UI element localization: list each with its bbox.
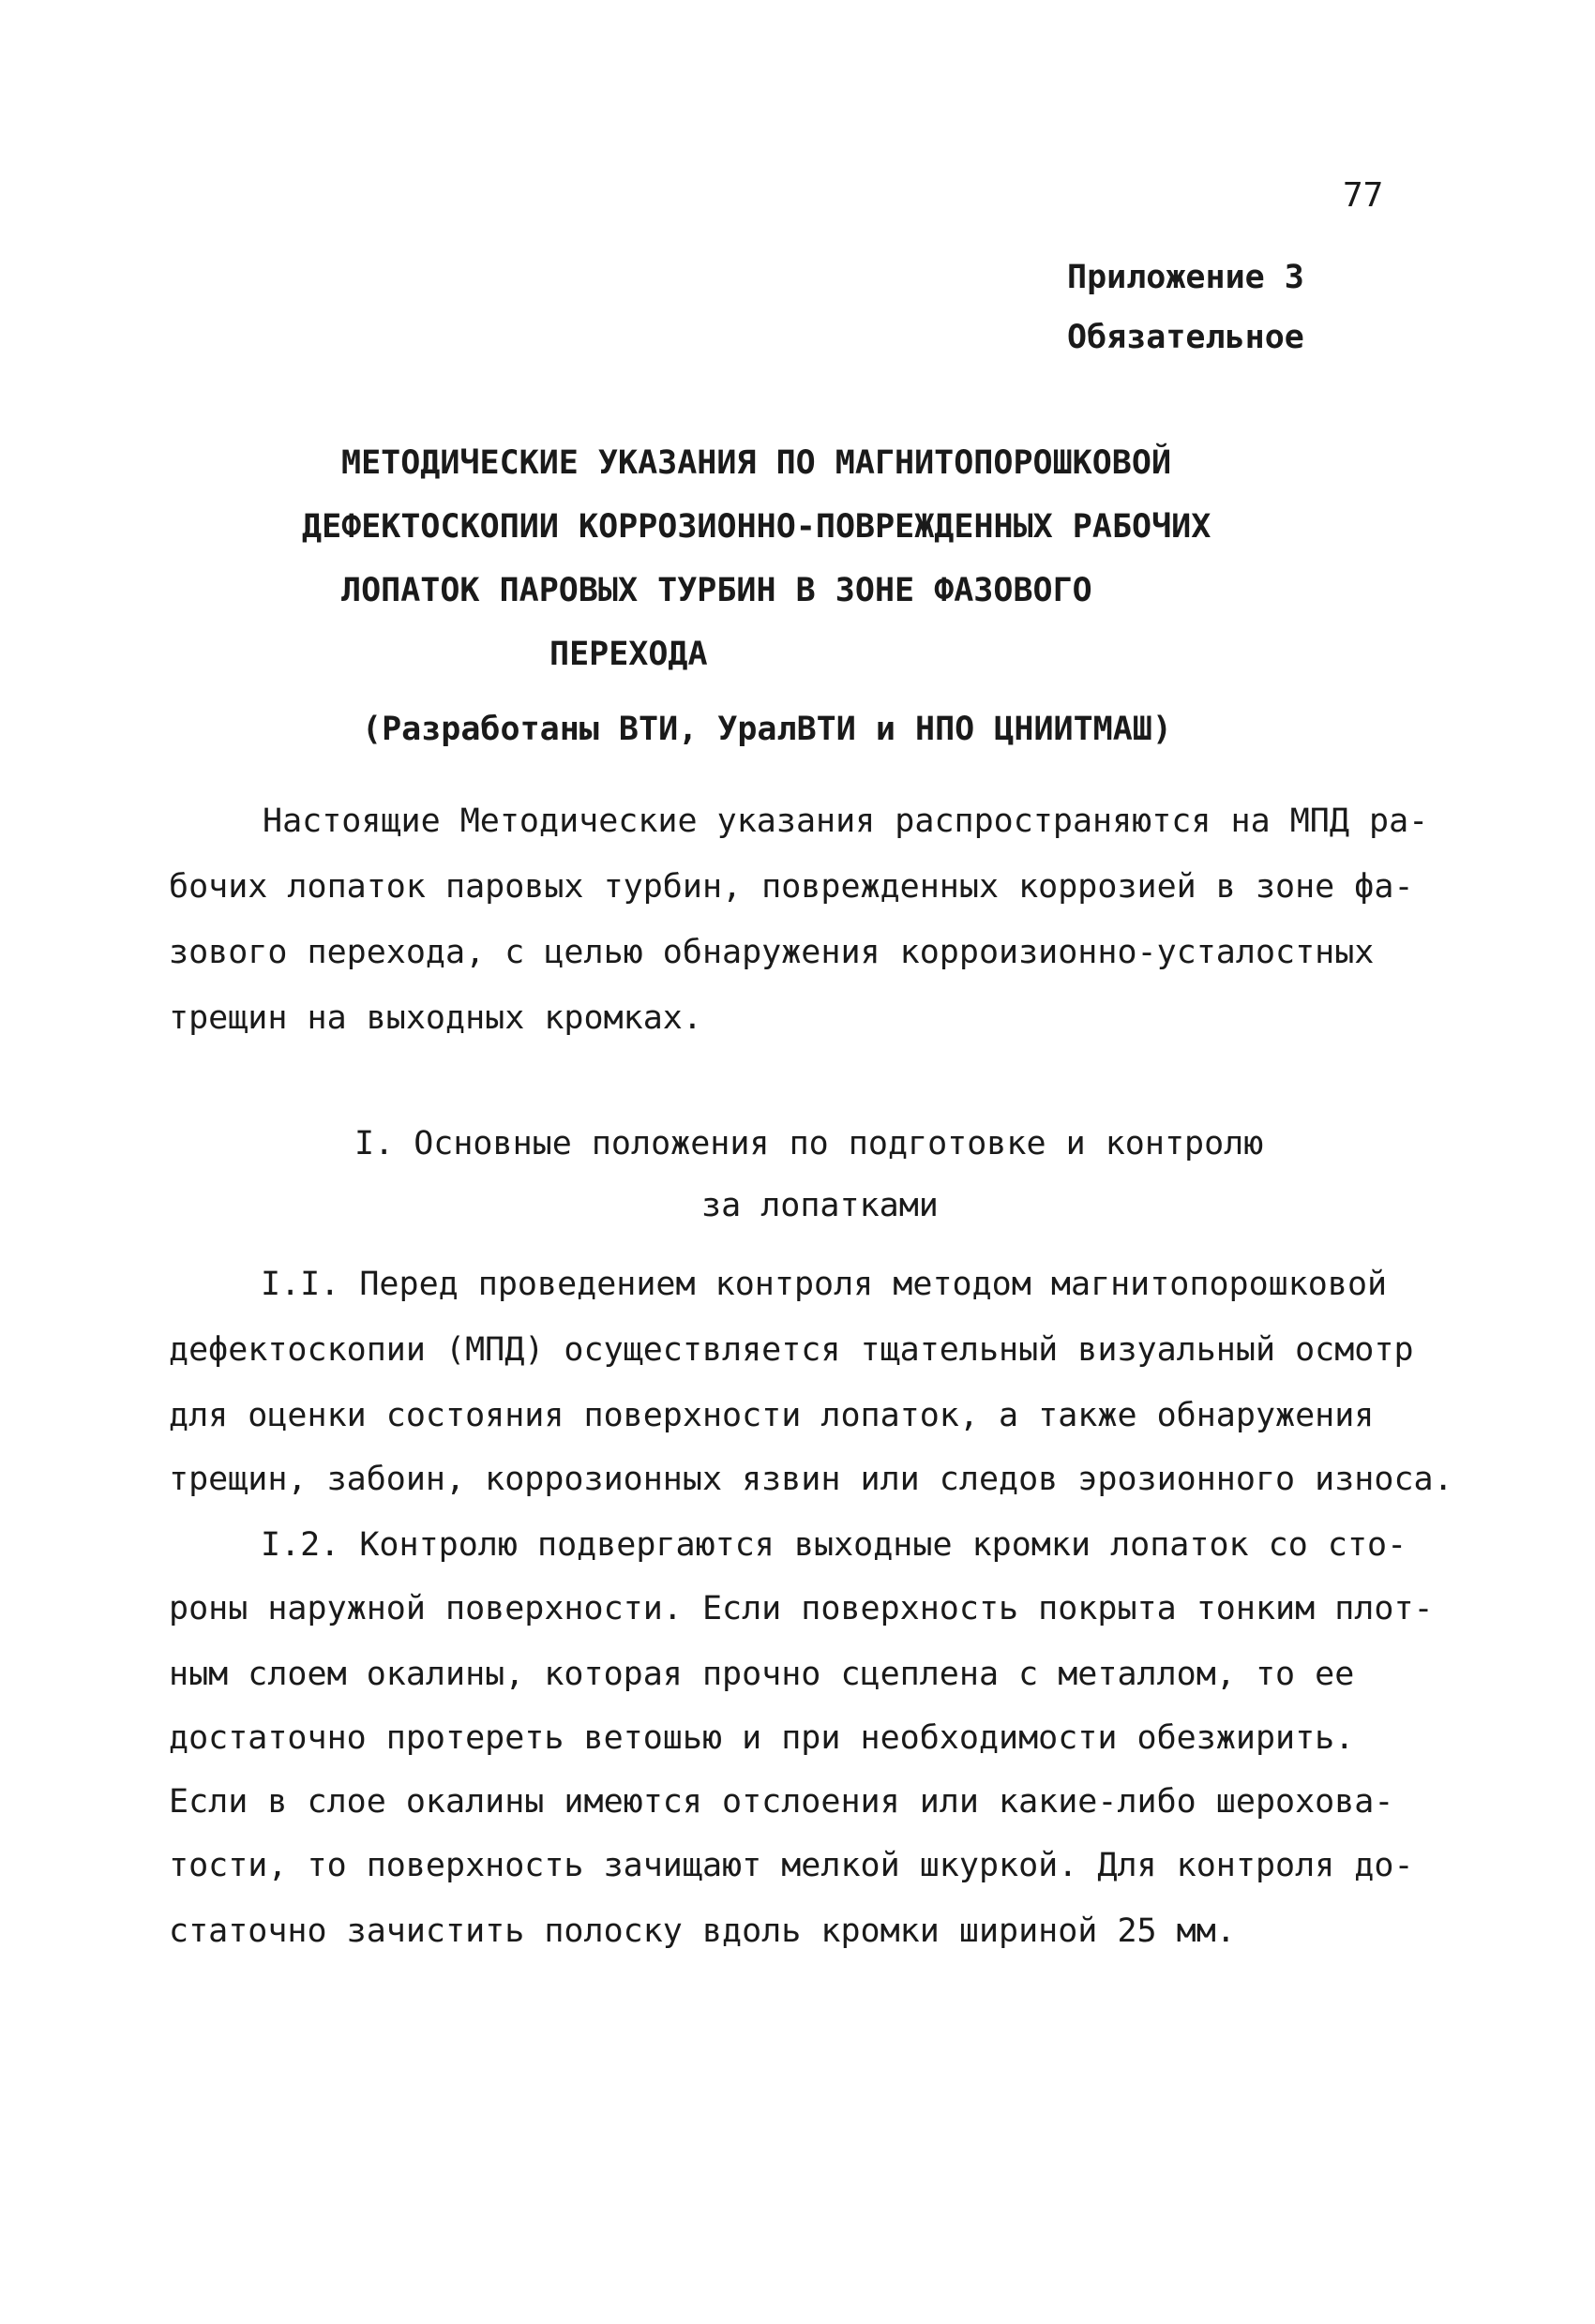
- paragraph-1-2-line: тости, то поверхность зачищают мелкой шкуркой. Для контроля до-: [169, 1847, 1414, 1884]
- intro-line: трещин на выходных кромках.: [169, 999, 702, 1037]
- paragraph-1-2-line: роны наружной поверхности. Если поверхность покрыта тонким плот-: [169, 1590, 1434, 1627]
- appendix-label: Приложение 3: [1067, 259, 1304, 296]
- intro-line: Настоящие Методические указания распространяются на МПД ра-: [263, 802, 1429, 840]
- paragraph-1-1-line: трещин, забоин, коррозионных язвин или следов эрозионного износа.: [169, 1461, 1453, 1498]
- title-line: ПЕРЕХОДА: [549, 636, 708, 673]
- paragraph-1-1-line: дефектоскопии (МПД) осуществляется тщательный визуальный осмотр: [169, 1331, 1414, 1369]
- page-number: 77: [1343, 176, 1384, 215]
- paragraph-1-1-line: для оценки состояния поверхности лопаток, а также обнаружения: [169, 1397, 1375, 1434]
- section-title: за лопатками: [701, 1187, 939, 1224]
- developers-note: (Разработаны ВТИ, УралВТИ и НПО ЦНИИТМАШ): [362, 711, 1172, 748]
- paragraph-1-1-line: I.I. Перед проведением контроля методом магнитопорошковой: [261, 1266, 1388, 1303]
- section-title: I. Основные положения по подготовке и контролю: [354, 1125, 1264, 1162]
- intro-line: зового перехода, с целью обнаружения корроизионно-усталостных: [169, 934, 1375, 971]
- intro-line: бочих лопаток паровых турбин, поврежденных коррозией в зоне фа-: [169, 868, 1414, 906]
- appendix-status: Обязательное: [1067, 319, 1304, 356]
- paragraph-1-2-line: Если в слое окалины имеются отслоения или какие-либо шерохова-: [169, 1783, 1394, 1821]
- title-line: ДЕФЕКТОСКОПИИ КОРРОЗИОННО-ПОВРЕЖДЕННЫХ РАБОЧИХ: [302, 508, 1211, 546]
- title-line: ЛОПАТОК ПАРОВЫХ ТУРБИН В ЗОНЕ ФАЗОВОГО: [341, 572, 1092, 609]
- paragraph-1-2-line: достаточно протереть ветошью и при необходимости обезжирить.: [169, 1719, 1355, 1757]
- paragraph-1-2-line: статочно зачистить полоску вдоль кромки шириной 25 мм.: [169, 1912, 1236, 1950]
- title-line: МЕТОДИЧЕСКИЕ УКАЗАНИЯ ПО МАГНИТОПОРОШКОВОЙ: [341, 444, 1172, 482]
- paragraph-1-2-line: I.2. Контролю подвергаются выходные кромки лопаток со сто-: [261, 1526, 1407, 1564]
- paragraph-1-2-line: ным слоем окалины, которая прочно сцеплена с металлом, то ее: [169, 1656, 1355, 1693]
